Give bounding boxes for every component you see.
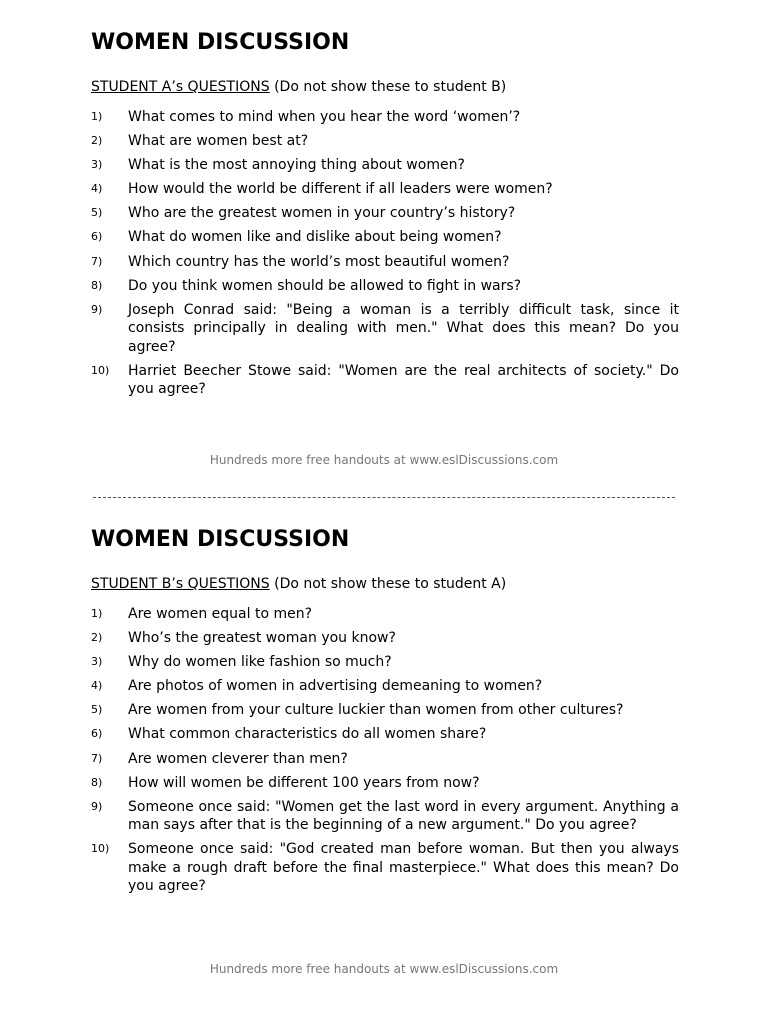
- question-number: 3): [91, 655, 103, 669]
- question-item: [91, 132, 679, 151]
- question-item: [91, 798, 679, 835]
- question-number: 2): [91, 631, 103, 645]
- question-text: Someone once said: "Women get the last word in every argument. Anything a man says after that is the beginning of a new argument." Do you agree?: [128, 798, 679, 834]
- question-text: How will women be different 100 years from now?: [128, 774, 480, 791]
- question-item: [91, 156, 679, 175]
- question-number: 7): [91, 254, 103, 268]
- question-item: [91, 701, 679, 720]
- section-b-student-label: STUDENT B’s QUESTIONS: [91, 576, 270, 592]
- section-a-title: WOMEN DISCUSSION: [91, 30, 350, 55]
- question-number: 9): [91, 799, 103, 813]
- question-text: Are photos of women in advertising demeaning to women?: [128, 678, 543, 695]
- section-a-question-list: [91, 108, 679, 399]
- section-b-question-list: [91, 605, 679, 896]
- question-number: 10): [91, 363, 110, 377]
- section-a-instruction: (Do not show these to student B): [274, 79, 507, 95]
- question-number: 5): [91, 206, 103, 220]
- question-number: 1): [91, 110, 103, 123]
- question-item: [91, 180, 679, 199]
- section-a-subtitle: [91, 78, 679, 96]
- question-text: What are women best at?: [128, 133, 309, 150]
- question-number: 6): [91, 727, 103, 741]
- question-text: Who are the greatest women in your country’s history?: [128, 205, 516, 222]
- section-b-subtitle: [91, 575, 679, 593]
- question-item: [91, 228, 679, 247]
- question-text: Are women equal to men?: [128, 606, 313, 622]
- question-item: [91, 653, 679, 672]
- section-b-title: WOMEN DISCUSSION: [91, 527, 350, 552]
- question-text: What common characteristics do all women share?: [128, 726, 487, 743]
- question-number: 1): [91, 607, 103, 620]
- section-a-student-label: STUDENT A’s QUESTIONS: [91, 79, 270, 95]
- question-text: Who’s the greatest woman you know?: [128, 630, 396, 647]
- question-text: Do you think women should be allowed to fight in wars?: [128, 277, 522, 294]
- question-text: Joseph Conrad said: "Being a woman is a terribly difficult task, since it consists principally in dealing with men." What does this mean? Do you agree?: [128, 301, 679, 355]
- question-number: 3): [91, 158, 103, 172]
- question-item: [91, 108, 679, 127]
- question-item: [91, 725, 679, 744]
- question-text: What is the most annoying thing about women?: [128, 157, 465, 174]
- question-item: [91, 840, 679, 896]
- question-text: Why do women like fashion so much?: [128, 654, 392, 671]
- question-text: Are women cleverer than men?: [128, 750, 348, 767]
- question-number: 4): [91, 679, 103, 693]
- question-text: How would the world be different if all leaders were women?: [128, 181, 553, 198]
- question-number: 4): [91, 182, 103, 196]
- question-item: [91, 277, 679, 296]
- question-item: [91, 629, 679, 648]
- question-item: [91, 204, 679, 223]
- section-a: [91, 30, 679, 404]
- question-item: [91, 362, 679, 399]
- question-text: Harriet Beecher Stowe said: "Women are the real architects of society." Do you agree?: [128, 362, 679, 398]
- question-item: [91, 253, 679, 272]
- question-text: What do women like and dislike about being women?: [128, 229, 502, 246]
- question-item: [91, 301, 679, 357]
- question-number: 8): [91, 775, 103, 789]
- section-b-instruction: (Do not show these to student A): [274, 576, 507, 592]
- question-text: What comes to mind when you hear the word ‘women’?: [128, 109, 521, 125]
- question-item: [91, 605, 679, 624]
- question-item: [91, 774, 679, 793]
- question-number: 7): [91, 751, 103, 765]
- question-number: 6): [91, 230, 103, 244]
- section-b-footer: Hundreds more free handouts at www.eslDiscussions.com: [209, 962, 559, 976]
- question-text: Someone once said: "God created man before woman. But then you always make a rough draft before the final masterpiece." What does this mean? Do you agree?: [128, 841, 679, 895]
- cut-line-divider: [93, 497, 675, 498]
- question-item: [91, 677, 679, 696]
- question-number: 8): [91, 278, 103, 292]
- question-text: Are women from your culture luckier than women from other cultures?: [128, 702, 624, 719]
- question-number: 5): [91, 703, 103, 717]
- question-item: [91, 750, 679, 769]
- question-number: 2): [91, 134, 103, 148]
- section-a-footer: Hundreds more free handouts at www.eslDiscussions.com: [209, 453, 559, 467]
- section-b: [91, 527, 679, 901]
- question-number: 9): [91, 302, 103, 316]
- question-text: Which country has the world’s most beautiful women?: [128, 253, 510, 270]
- question-number: 10): [91, 842, 110, 856]
